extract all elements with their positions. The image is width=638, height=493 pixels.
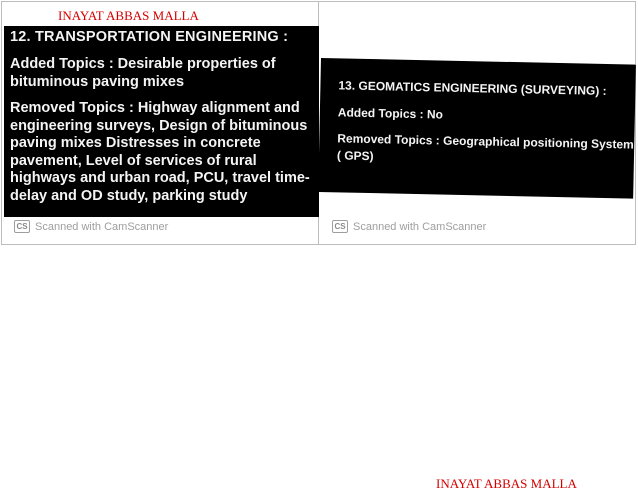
- geomatics-slide: [318, 58, 636, 199]
- camscanner-label: Scanned with CamScanner: [353, 220, 487, 233]
- slide-title: 13. GEOMATICS ENGINEERING (SURVEYING) :: [338, 78, 607, 98]
- watermark-top: INAYAT ABBAS MALLA: [58, 8, 199, 23]
- removed-topics: Removed Topics : Highway alignment and engineering surveys, Design of bituminous paving mixes Distresses in concrete pavement, Level of services of rural highways and urban road, PCU, travel time- delay and OD study, parking study: [10, 100, 310, 204]
- transportation-slide: [4, 26, 319, 217]
- camscanner-footer: [332, 220, 486, 233]
- added-topics: Added Topics : No: [337, 105, 444, 122]
- watermark-bottom: INAYAT ABBAS MALLA: [436, 476, 577, 491]
- camscanner-icon: CS: [332, 220, 348, 233]
- camscanner-label: Scanned with CamScanner: [35, 220, 169, 233]
- camscanner-footer: [14, 220, 168, 233]
- removed-topics: Removed Topics : Geographical positioning System ( GPS): [336, 131, 634, 164]
- camscanner-icon: CS: [14, 220, 30, 233]
- added-topics: Added Topics : Desirable properties of bituminous paving mixes: [10, 56, 276, 90]
- slide-title: 12. TRANSPORTATION ENGINEERING :: [10, 29, 289, 45]
